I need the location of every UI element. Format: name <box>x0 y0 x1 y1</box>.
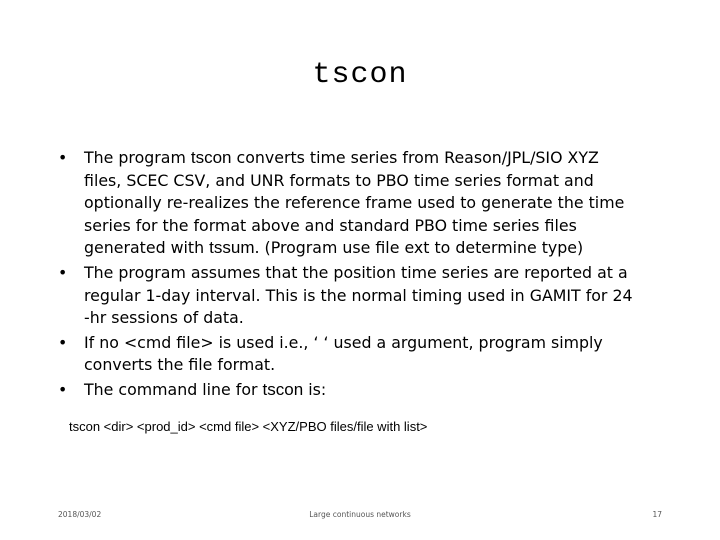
bullet-line: If no <cmd file> is used i.e., ‘ ‘ used a argument, program simply <box>84 332 603 352</box>
bullet-line: files, SCEC CSV, and UNR formats to PBO time series format and <box>84 170 594 190</box>
bullet-line: optionally re-realizes the reference frame used to generate the time <box>84 193 625 213</box>
bullet-item <box>58 147 678 260</box>
bullet-item <box>58 332 678 377</box>
bullet-line: regular 1-day interval. This is the normal timing used in GAMIT for 24 <box>84 285 633 305</box>
bullet-line: The command line for <box>84 379 263 399</box>
bullet-line: series for the format above and standard PBO time series files <box>84 215 577 235</box>
bullet-line: -hr sessions of data. <box>84 308 244 328</box>
bullet-item <box>58 262 678 330</box>
slide-title: tscon <box>312 58 408 92</box>
bullet-icon: • <box>58 148 68 167</box>
bullet-icon: • <box>58 262 68 282</box>
bullet-line: The program <box>84 148 191 167</box>
command-line-text: tscon <dir> <prod_id> <cmd file> <XYZ/PBO files/file with list> <box>69 419 428 434</box>
footer-date: 2018/03/02 <box>58 510 102 519</box>
bullet-text <box>84 262 678 330</box>
bullet-line: generated with <box>84 238 210 258</box>
bullet-line: The program assumes that the position time series are reported at a <box>84 262 628 282</box>
code-tssum: tssum <box>209 238 255 258</box>
page-number: 17 <box>652 510 662 519</box>
bullet-icon: • <box>58 379 68 399</box>
code-tscon: tscon <box>262 379 304 399</box>
bullet-icon: • <box>58 332 68 352</box>
bullet-line: converts the file format. <box>84 355 276 375</box>
bullet-line: is: <box>303 379 327 399</box>
bullet-text <box>84 332 678 377</box>
bullet-text <box>84 147 678 260</box>
bullet-item <box>58 379 678 402</box>
bullet-list <box>58 147 678 404</box>
bullet-line: converts time series from Reason/JPL/SIO XYZ <box>231 148 599 167</box>
bullet-text <box>84 379 678 402</box>
bullet-line: . (Program use file ext to determine type) <box>254 238 584 258</box>
footer-title: Large continuous networks <box>309 510 411 519</box>
code-tscon: tscon <box>190 148 232 167</box>
